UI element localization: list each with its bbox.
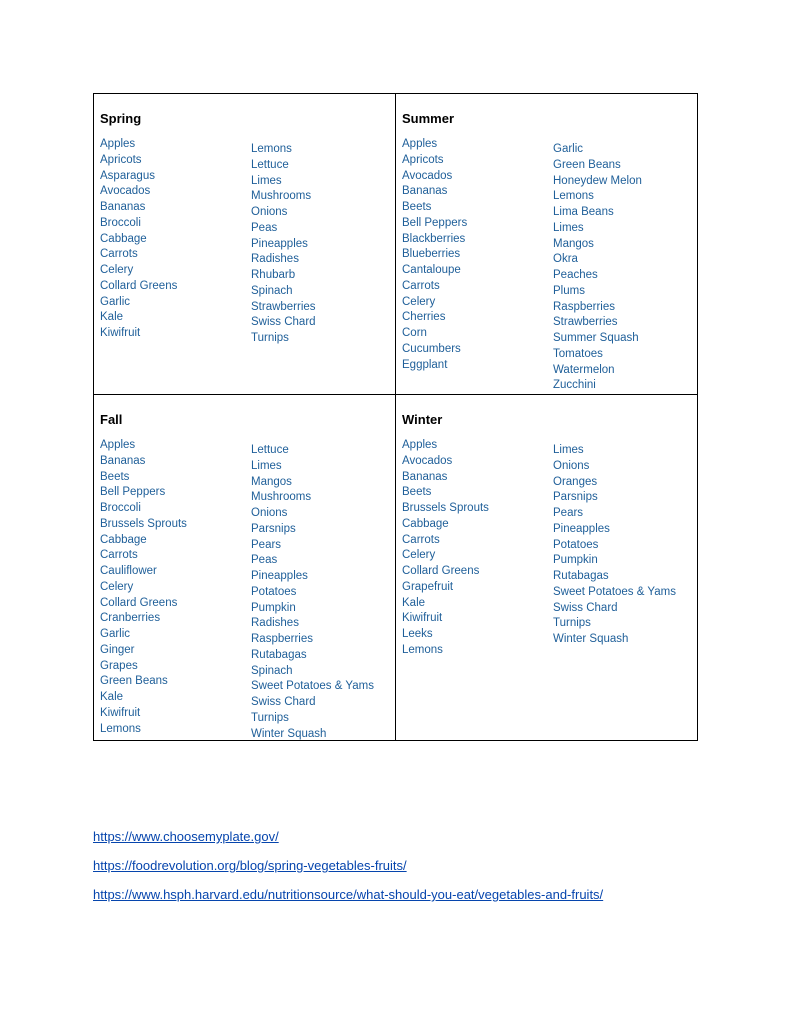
produce-item: Swiss Chard — [251, 696, 316, 708]
produce-item: Broccoli — [100, 216, 141, 229]
produce-item: Carrots — [100, 549, 138, 562]
produce-item: Lettuce — [251, 444, 289, 456]
produce-item: Grapefruit — [402, 580, 454, 593]
produce-item: Turnips — [553, 617, 591, 630]
produce-item: Swiss Chard — [553, 601, 618, 614]
produce-item: Celery — [100, 264, 134, 276]
produce-item: Pears — [553, 507, 584, 519]
summer-heading: Summer — [402, 111, 455, 126]
produce-item: Raspberries — [553, 300, 615, 313]
fall-list-col1 — [100, 438, 187, 737]
produce-item: Brussels Sprouts — [100, 517, 187, 530]
produce-item: Apricots — [100, 153, 142, 166]
produce-item: Pineapples — [251, 237, 308, 250]
produce-item: Honeydew Melon — [553, 174, 642, 187]
produce-item: Avocados — [100, 185, 151, 198]
produce-item: Collard Greens — [100, 596, 178, 609]
summer-list-col1 — [402, 137, 467, 373]
produce-item: Beets — [100, 470, 130, 483]
produce-item: Oranges — [553, 475, 598, 488]
produce-item: Mushrooms — [251, 190, 312, 203]
produce-item: Rutabagas — [251, 648, 307, 661]
produce-item: Onions — [251, 507, 288, 519]
produce-item: Apples — [100, 138, 136, 150]
produce-item: Blueberries — [402, 248, 461, 261]
produce-item: Celery — [402, 549, 436, 562]
produce-item: Winter Squash — [251, 727, 327, 740]
produce-item: Potatoes — [553, 538, 599, 551]
produce-item: Bananas — [402, 470, 448, 483]
seasonal-produce-table — [93, 93, 698, 741]
produce-item: Celery — [402, 295, 436, 308]
produce-item: Pineapples — [251, 570, 308, 582]
produce-item: Bell Peppers — [100, 486, 166, 499]
produce-item: Strawberries — [251, 300, 316, 313]
produce-item: Onions — [553, 459, 590, 472]
produce-item: Lima Beans — [553, 206, 614, 218]
produce-item: Winter Squash — [553, 633, 629, 645]
produce-item: Ginger — [100, 643, 135, 656]
produce-item: Kale — [100, 691, 124, 703]
winter-heading: Winter — [402, 412, 443, 427]
produce-item: Pineapples — [553, 522, 610, 535]
produce-item: Green Beans — [553, 158, 621, 171]
produce-item: Parsnips — [251, 522, 296, 535]
produce-item: Lemons — [251, 143, 292, 155]
produce-item: Peas — [251, 221, 278, 234]
produce-item: Bell Peppers — [402, 216, 468, 229]
winter-cell — [396, 395, 698, 741]
produce-item: Avocados — [402, 454, 453, 467]
produce-item: Swiss Chard — [251, 316, 316, 329]
produce-item: Pumpkin — [553, 554, 598, 567]
produce-item: Kiwifruit — [100, 706, 141, 719]
produce-item: Cabbage — [100, 232, 147, 245]
produce-item: Beets — [402, 201, 432, 213]
produce-item: Pears — [251, 538, 282, 551]
produce-item: Cabbage — [402, 517, 449, 530]
produce-item: Strawberries — [553, 316, 618, 329]
produce-item: Cauliflower — [100, 565, 157, 577]
produce-item: Apples — [402, 138, 438, 150]
produce-item: Tomatoes — [553, 347, 603, 360]
produce-item: Broccoli — [100, 502, 141, 514]
produce-item: Cherries — [402, 311, 446, 324]
produce-item: Onions — [251, 206, 288, 218]
produce-item: Plums — [553, 284, 585, 297]
produce-item: Cabbage — [100, 533, 147, 546]
produce-item: Garlic — [100, 628, 131, 640]
produce-item: Cucumbers — [402, 342, 461, 355]
spring-list-col1 — [100, 137, 177, 342]
produce-item: Turnips — [251, 711, 289, 724]
produce-item: Zucchini — [553, 379, 596, 392]
produce-item: Bananas — [402, 185, 448, 198]
produce-item: Apples — [402, 439, 438, 451]
produce-item: Lemons — [553, 190, 594, 203]
produce-item: Asparagus — [100, 169, 155, 182]
fall-list-col2 — [251, 443, 374, 742]
produce-item: Mushrooms — [251, 491, 312, 504]
produce-item: Bananas — [100, 454, 146, 467]
produce-item: Radishes — [251, 253, 299, 266]
produce-item: Rutabagas — [553, 570, 609, 582]
produce-item: Garlic — [100, 295, 131, 308]
produce-item: Pumpkin — [251, 601, 296, 614]
produce-item: Spinach — [251, 664, 293, 677]
produce-item: Apricots — [402, 153, 444, 166]
produce-item: Cranberries — [100, 612, 161, 625]
produce-item: Grapes — [100, 659, 138, 672]
produce-item: Sweet Potatoes & Yams — [553, 585, 676, 598]
fall-heading: Fall — [100, 412, 123, 427]
produce-item: Potatoes — [251, 585, 297, 598]
produce-item: Carrots — [402, 279, 440, 292]
produce-item: Kiwifruit — [100, 327, 141, 339]
produce-item: Carrots — [402, 533, 440, 546]
produce-item: Eggplant — [402, 358, 448, 371]
produce-item: Spinach — [251, 284, 293, 297]
produce-item: Peaches — [553, 269, 598, 281]
produce-item: Sweet Potatoes & Yams — [251, 680, 374, 693]
produce-item: Peas — [251, 554, 278, 567]
produce-item: Turnips — [251, 332, 289, 344]
produce-item: Watermelon — [553, 363, 615, 376]
produce-item: Apples — [100, 439, 136, 451]
produce-item: Limes — [251, 174, 282, 187]
produce-item: Raspberries — [251, 633, 313, 645]
spring-list-col2 — [251, 142, 316, 347]
produce-item: Kale — [402, 596, 426, 609]
produce-item: Collard Greens — [100, 279, 178, 292]
produce-item: Mangos — [251, 475, 292, 488]
produce-item: Radishes — [251, 617, 299, 630]
summer-list-col2 — [553, 142, 642, 394]
produce-item: Lemons — [100, 722, 141, 735]
produce-item: Leeks — [402, 628, 433, 640]
produce-item: Corn — [402, 327, 427, 339]
spring-heading: Spring — [100, 111, 142, 126]
produce-item: Limes — [553, 444, 584, 456]
produce-item: Garlic — [553, 143, 584, 155]
winter-list-col1 — [402, 438, 489, 659]
produce-item: Bananas — [100, 201, 146, 213]
winter-list-col2 — [553, 443, 676, 648]
fall-cell — [94, 395, 395, 741]
produce-item: Lemons — [402, 643, 443, 656]
spring-cell — [94, 94, 395, 394]
produce-item: Kale — [100, 311, 124, 324]
choosemyplate-link[interactable]: https://www.choosemyplate.gov/ — [93, 829, 279, 844]
produce-item: Blackberries — [402, 232, 466, 245]
produce-item: Summer Squash — [553, 332, 639, 344]
produce-item: Mangos — [553, 237, 594, 250]
foodrevolution-link[interactable]: https://foodrevolution.org/blog/spring-vegetables-fruits/ — [93, 858, 407, 873]
produce-item: Beets — [402, 486, 432, 499]
produce-item: Rhubarb — [251, 269, 296, 281]
produce-item: Cantaloupe — [402, 264, 461, 276]
produce-item: Okra — [553, 253, 578, 266]
produce-item: Brussels Sprouts — [402, 502, 489, 514]
hsph-harvard-link[interactable]: https://www.hsph.harvard.edu/nutritionsource/what-should-you-eat/vegetables-and-fruits/ — [93, 887, 604, 902]
produce-item: Lettuce — [251, 158, 289, 171]
produce-item: Collard Greens — [402, 565, 480, 577]
produce-item: Avocados — [402, 169, 453, 182]
produce-item: Parsnips — [553, 491, 598, 504]
produce-item: Kiwifruit — [402, 612, 443, 625]
produce-item: Celery — [100, 580, 134, 593]
produce-item: Limes — [553, 221, 584, 234]
summer-cell — [396, 94, 698, 394]
produce-item: Carrots — [100, 248, 138, 261]
produce-item: Limes — [251, 459, 282, 472]
produce-item: Green Beans — [100, 675, 168, 688]
